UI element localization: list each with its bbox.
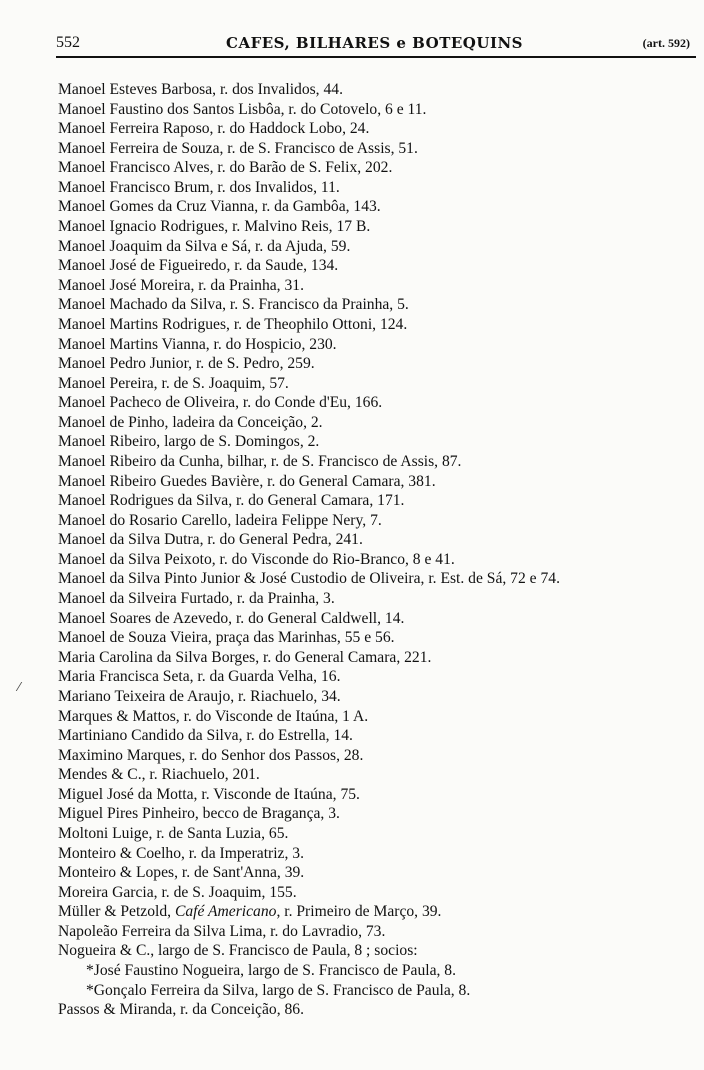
entry-text: Manoel da Silva Pinto Junior & José Custodio de Oliveira, r. Est. de Sá, 72 e 74. xyxy=(58,570,560,588)
entry-text: Manoel Ribeiro da Cunha, bilhar, r. de S. Francisco de Assis, 87. xyxy=(58,452,462,470)
entry-text: Manoel de Souza Vieira, praça das Marinhas, 55 e 56. xyxy=(58,629,395,647)
entry-text: Manoel do Rosario Carello, ladeira Felippe Nery, 7. xyxy=(58,511,382,529)
directory-entry xyxy=(58,530,698,550)
directory-entry xyxy=(58,726,698,746)
entry-text: Martiniano Candido da Silva, r. do Estrella, 14. xyxy=(58,727,353,745)
directory-entry xyxy=(58,335,698,355)
directory-entry xyxy=(58,276,698,296)
directory-entry xyxy=(58,80,698,100)
entry-text: Manoel Francisco Brum, r. dos Invalidos, 11. xyxy=(58,178,340,196)
directory-list xyxy=(58,80,698,1020)
directory-entry xyxy=(58,863,698,883)
margin-mark: ⁄ xyxy=(18,680,21,694)
directory-entry xyxy=(58,667,698,687)
entry-text: Manoel da Silveira Furtado, r. da Prainha, 3. xyxy=(58,590,335,608)
entry-text: Manoel Pedro Junior, r. de S. Pedro, 259. xyxy=(58,355,315,373)
entry-text: Marques & Mattos, r. do Visconde de Itaúna, 1 A. xyxy=(58,707,369,725)
directory-entry xyxy=(58,413,698,433)
directory-entry xyxy=(58,178,698,198)
entry-text: *José Faustino Nogueira, largo de S. Francisco de Paula, 8. xyxy=(86,962,457,980)
directory-entry xyxy=(58,765,698,785)
entry-text: Manoel Martins Rodrigues, r. de Theophilo Ottoni, 124. xyxy=(58,315,408,333)
entry-text: Manoel Francisco Alves, r. do Barão de S. Felix, 202. xyxy=(58,159,393,177)
directory-entry xyxy=(58,354,698,374)
directory-entry xyxy=(58,707,698,727)
directory-entry xyxy=(58,628,698,648)
directory-entry xyxy=(58,824,698,844)
directory-entry xyxy=(58,569,698,589)
entry-text: Passos & Miranda, r. da Conceição, 86. xyxy=(58,1001,304,1019)
directory-entry xyxy=(58,237,698,257)
entry-text: Mariano Teixeira de Araujo, r. Riachuelo, 34. xyxy=(58,687,341,705)
directory-entry xyxy=(58,374,698,394)
directory-entry xyxy=(58,883,698,903)
directory-entry xyxy=(58,511,698,531)
entry-text: Maximino Marques, r. do Senhor dos Passos, 28. xyxy=(58,746,364,764)
entry-text: Mendes & C., r. Riachuelo, 201. xyxy=(58,766,260,784)
directory-entry xyxy=(58,393,698,413)
directory-entry xyxy=(58,687,698,707)
entry-italic-text: Café Americano xyxy=(174,903,277,921)
entry-text: Manoel Esteves Barbosa, r. dos Invalidos, 44. xyxy=(58,81,343,98)
entry-text: *Gonçalo Ferreira da Silva, largo de S. Francisco de Paula, 8. xyxy=(86,981,471,999)
entry-text: Manoel Ferreira de Souza, r. de S. Francisco de Assis, 51. xyxy=(58,139,418,157)
entry-text: Miguel Pires Pinheiro, becco de Bragança, 3. xyxy=(58,805,340,823)
entry-text: Moreira Garcia, r. de S. Joaquim, 155. xyxy=(58,883,297,901)
directory-entry xyxy=(58,452,698,472)
entry-text: Monteiro & Lopes, r. de Sant'Anna, 39. xyxy=(58,864,305,882)
entry-text: Manoel Pereira, r. de S. Joaquim, 57. xyxy=(58,374,289,392)
directory-entry xyxy=(58,922,698,942)
entry-text: Manoel Faustino dos Santos Lisbôa, r. do Cotovelo, 6 e 11. xyxy=(58,100,427,118)
directory-entry xyxy=(58,746,698,766)
header-rule xyxy=(56,56,696,58)
directory-entry xyxy=(58,648,698,668)
entry-text: Maria Carolina da Silva Borges, r. do General Camara, 221. xyxy=(58,648,432,666)
directory-entry xyxy=(58,844,698,864)
entry-text: Manoel da Silva Dutra, r. do General Pedra, 241. xyxy=(58,531,363,549)
directory-entry xyxy=(58,217,698,237)
entry-text: Napoleão Ferreira da Silva Lima, r. do Lavradio, 73. xyxy=(58,922,386,940)
entry-text: Monteiro & Coelho, r. da Imperatriz, 3. xyxy=(58,844,304,862)
entry-text: Manoel José Moreira, r. da Prainha, 31. xyxy=(58,276,304,294)
directory-entry xyxy=(58,902,698,922)
directory-entry xyxy=(58,100,698,120)
entry-text: Manoel de Pinho, ladeira da Conceição, 2. xyxy=(58,413,323,431)
entry-text: Manoel Machado da Silva, r. S. Francisco da Prainha, 5. xyxy=(58,296,409,314)
entry-text: Manoel Joaquim da Silva e Sá, r. da Ajuda, 59. xyxy=(58,237,351,255)
directory-entry xyxy=(58,550,698,570)
entry-text: Manoel Gomes da Cruz Vianna, r. da Gambôa, 143. xyxy=(58,198,381,216)
running-title: CAFES, BILHARES e BOTEQUINS xyxy=(226,34,523,52)
directory-entry xyxy=(58,119,698,139)
entry-text: Manoel Martins Vianna, r. do Hospicio, 230. xyxy=(58,335,337,353)
directory-entry xyxy=(58,609,698,629)
section-reference: (art. 592) xyxy=(642,36,690,50)
page-header xyxy=(56,34,696,58)
entry-text: Maria Francisca Seta, r. da Guarda Velha, 16. xyxy=(58,668,341,686)
directory-entry xyxy=(58,158,698,178)
directory-entry xyxy=(58,941,698,961)
entry-text: Manoel Ignacio Rodrigues, r. Malvino Reis, 17 B. xyxy=(58,218,371,236)
directory-entry xyxy=(58,1000,698,1020)
directory-entry xyxy=(58,785,698,805)
entry-text: Manoel Rodrigues da Silva, r. do General Camara, 171. xyxy=(58,492,405,510)
entry-text-continued: , r. Primeiro de Março, 39. xyxy=(276,903,442,921)
directory-entry xyxy=(58,315,698,335)
directory-entry xyxy=(58,139,698,159)
entry-text: Miguel José da Motta, r. Visconde de Itaúna, 75. xyxy=(58,785,360,803)
entry-text: Manoel da Silva Peixoto, r. do Visconde do Rio-Branco, 8 e 41. xyxy=(58,550,455,568)
entry-text: Manoel Ferreira Raposo, r. do Haddock Lobo, 24. xyxy=(58,120,370,138)
entry-text: Manoel Ribeiro, largo de S. Domingos, 2. xyxy=(58,433,320,451)
entry-text: Manoel José de Figueiredo, r. da Saude, 134. xyxy=(58,257,339,275)
directory-entry xyxy=(58,961,698,981)
directory-entry xyxy=(58,197,698,217)
directory-entry xyxy=(58,491,698,511)
entry-text: Manoel Pacheco de Oliveira, r. do Conde d'Eu, 166. xyxy=(58,394,383,412)
entry-text: Manoel Soares de Azevedo, r. do General Caldwell, 14. xyxy=(58,609,405,627)
directory-entry xyxy=(58,589,698,609)
entry-text: Nogueira & C., largo de S. Francisco de Paula, 8 ; socios: xyxy=(58,942,418,960)
entry-text: Müller & Petzold, xyxy=(58,903,175,921)
directory-entry xyxy=(58,256,698,276)
directory-entry xyxy=(58,295,698,315)
directory-entry xyxy=(58,981,698,1001)
page-number: 552 xyxy=(56,34,80,51)
entry-text: Moltoni Luige, r. de Santa Luzia, 65. xyxy=(58,824,289,842)
entry-text: Manoel Ribeiro Guedes Bavière, r. do General Camara, 381. xyxy=(58,472,436,490)
directory-entry xyxy=(58,432,698,452)
directory-entry xyxy=(58,472,698,492)
directory-entry xyxy=(58,804,698,824)
